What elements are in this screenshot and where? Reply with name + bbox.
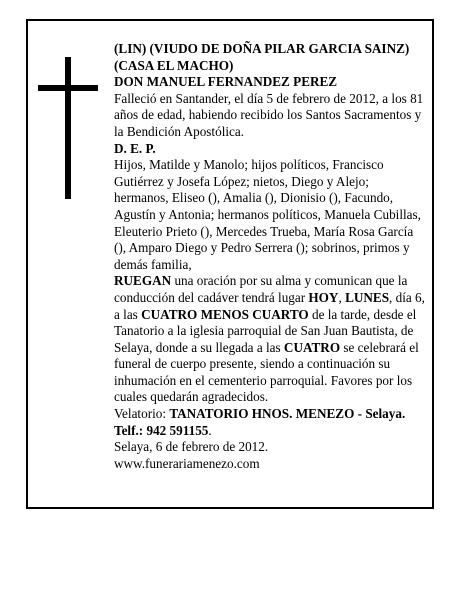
deceased-name (114, 74, 426, 91)
cross-vertical-bar (65, 57, 71, 199)
website-link[interactable]: www.funerariamenezo.com (114, 455, 260, 471)
dep-line (114, 141, 426, 158)
lunes-word: LUNES (345, 289, 390, 305)
velatorio-paragraph (114, 406, 426, 439)
cross-icon (38, 57, 98, 199)
velatorio-place: TANATORIO HNOS. MENEZO - Selaya. Telf.: 942 591155 (114, 406, 406, 438)
velatorio-label: Velatorio: (114, 406, 170, 422)
ceremony-text-2: , día 6, a las (114, 289, 425, 322)
ceremony-sep: , (338, 289, 346, 305)
hoy-word: HOY (308, 289, 339, 305)
ceremony-text-4: se celebrará el funeral de cuerpo presente, siendo a continuación su inhumación en el cementerio parroquial. Favores por los cuales quedarán agradecidos. (114, 339, 419, 405)
family-paragraph: Hijos, Matilde y Manolo; hijos políticos, Francisco Gutiérrez y Josefa López; nietos, Diego y Alejo; hermanos, Eliseo (), Amalia (), Dionisio (), Facundo, Agustín y Antonia; hermanos políticos, Manuela Cubillas, Eleuterio Prieto (), Mercedes Trueba, María Rosa García (), Amparo Diego y Pedro Serrera (); sobrinos, primos y demás familia, (114, 157, 421, 272)
death-paragraph: Falleció en Santander, el día 5 de febrero de 2012, a los 81 años de edad, habiendo recibido los Santos Sacramentos y la Bendición Apostólica. (114, 90, 424, 139)
ceremony-text-3: de la tarde, desde el Tanatorio a la iglesia parroquial de San Juan Bautista, de Selaya, donde a su llegada a las (114, 306, 417, 355)
ceremony-text-1: una oración por su alma y comunican que la conducción del cadáver tendrá lugar (114, 273, 408, 305)
date-line: Selaya, 6 de febrero de 2012. (114, 439, 269, 455)
notice-text (114, 41, 426, 472)
ruegan-word: RUEGAN (114, 273, 172, 289)
header-line-2 (114, 58, 426, 75)
deceased-name-text: DON MANUEL FERNANDEZ PEREZ (114, 74, 338, 90)
obituary-notice (26, 19, 434, 509)
cuatro-word: CUATRO (283, 339, 341, 355)
header-line-1 (114, 41, 426, 58)
cross-horizontal-bar (38, 85, 98, 91)
ceremony-time: CUATRO MENOS CUARTO (141, 306, 309, 322)
dep-text: D. E. P. (114, 140, 156, 156)
ceremony-paragraph (114, 273, 426, 406)
header-line-1-text: (LIN) (VIUDO DE DOÑA PILAR GARCIA SAINZ) (114, 41, 410, 56)
velatorio-end: . (208, 422, 212, 438)
header-line-2-text: (CASA EL MACHO) (114, 57, 234, 73)
